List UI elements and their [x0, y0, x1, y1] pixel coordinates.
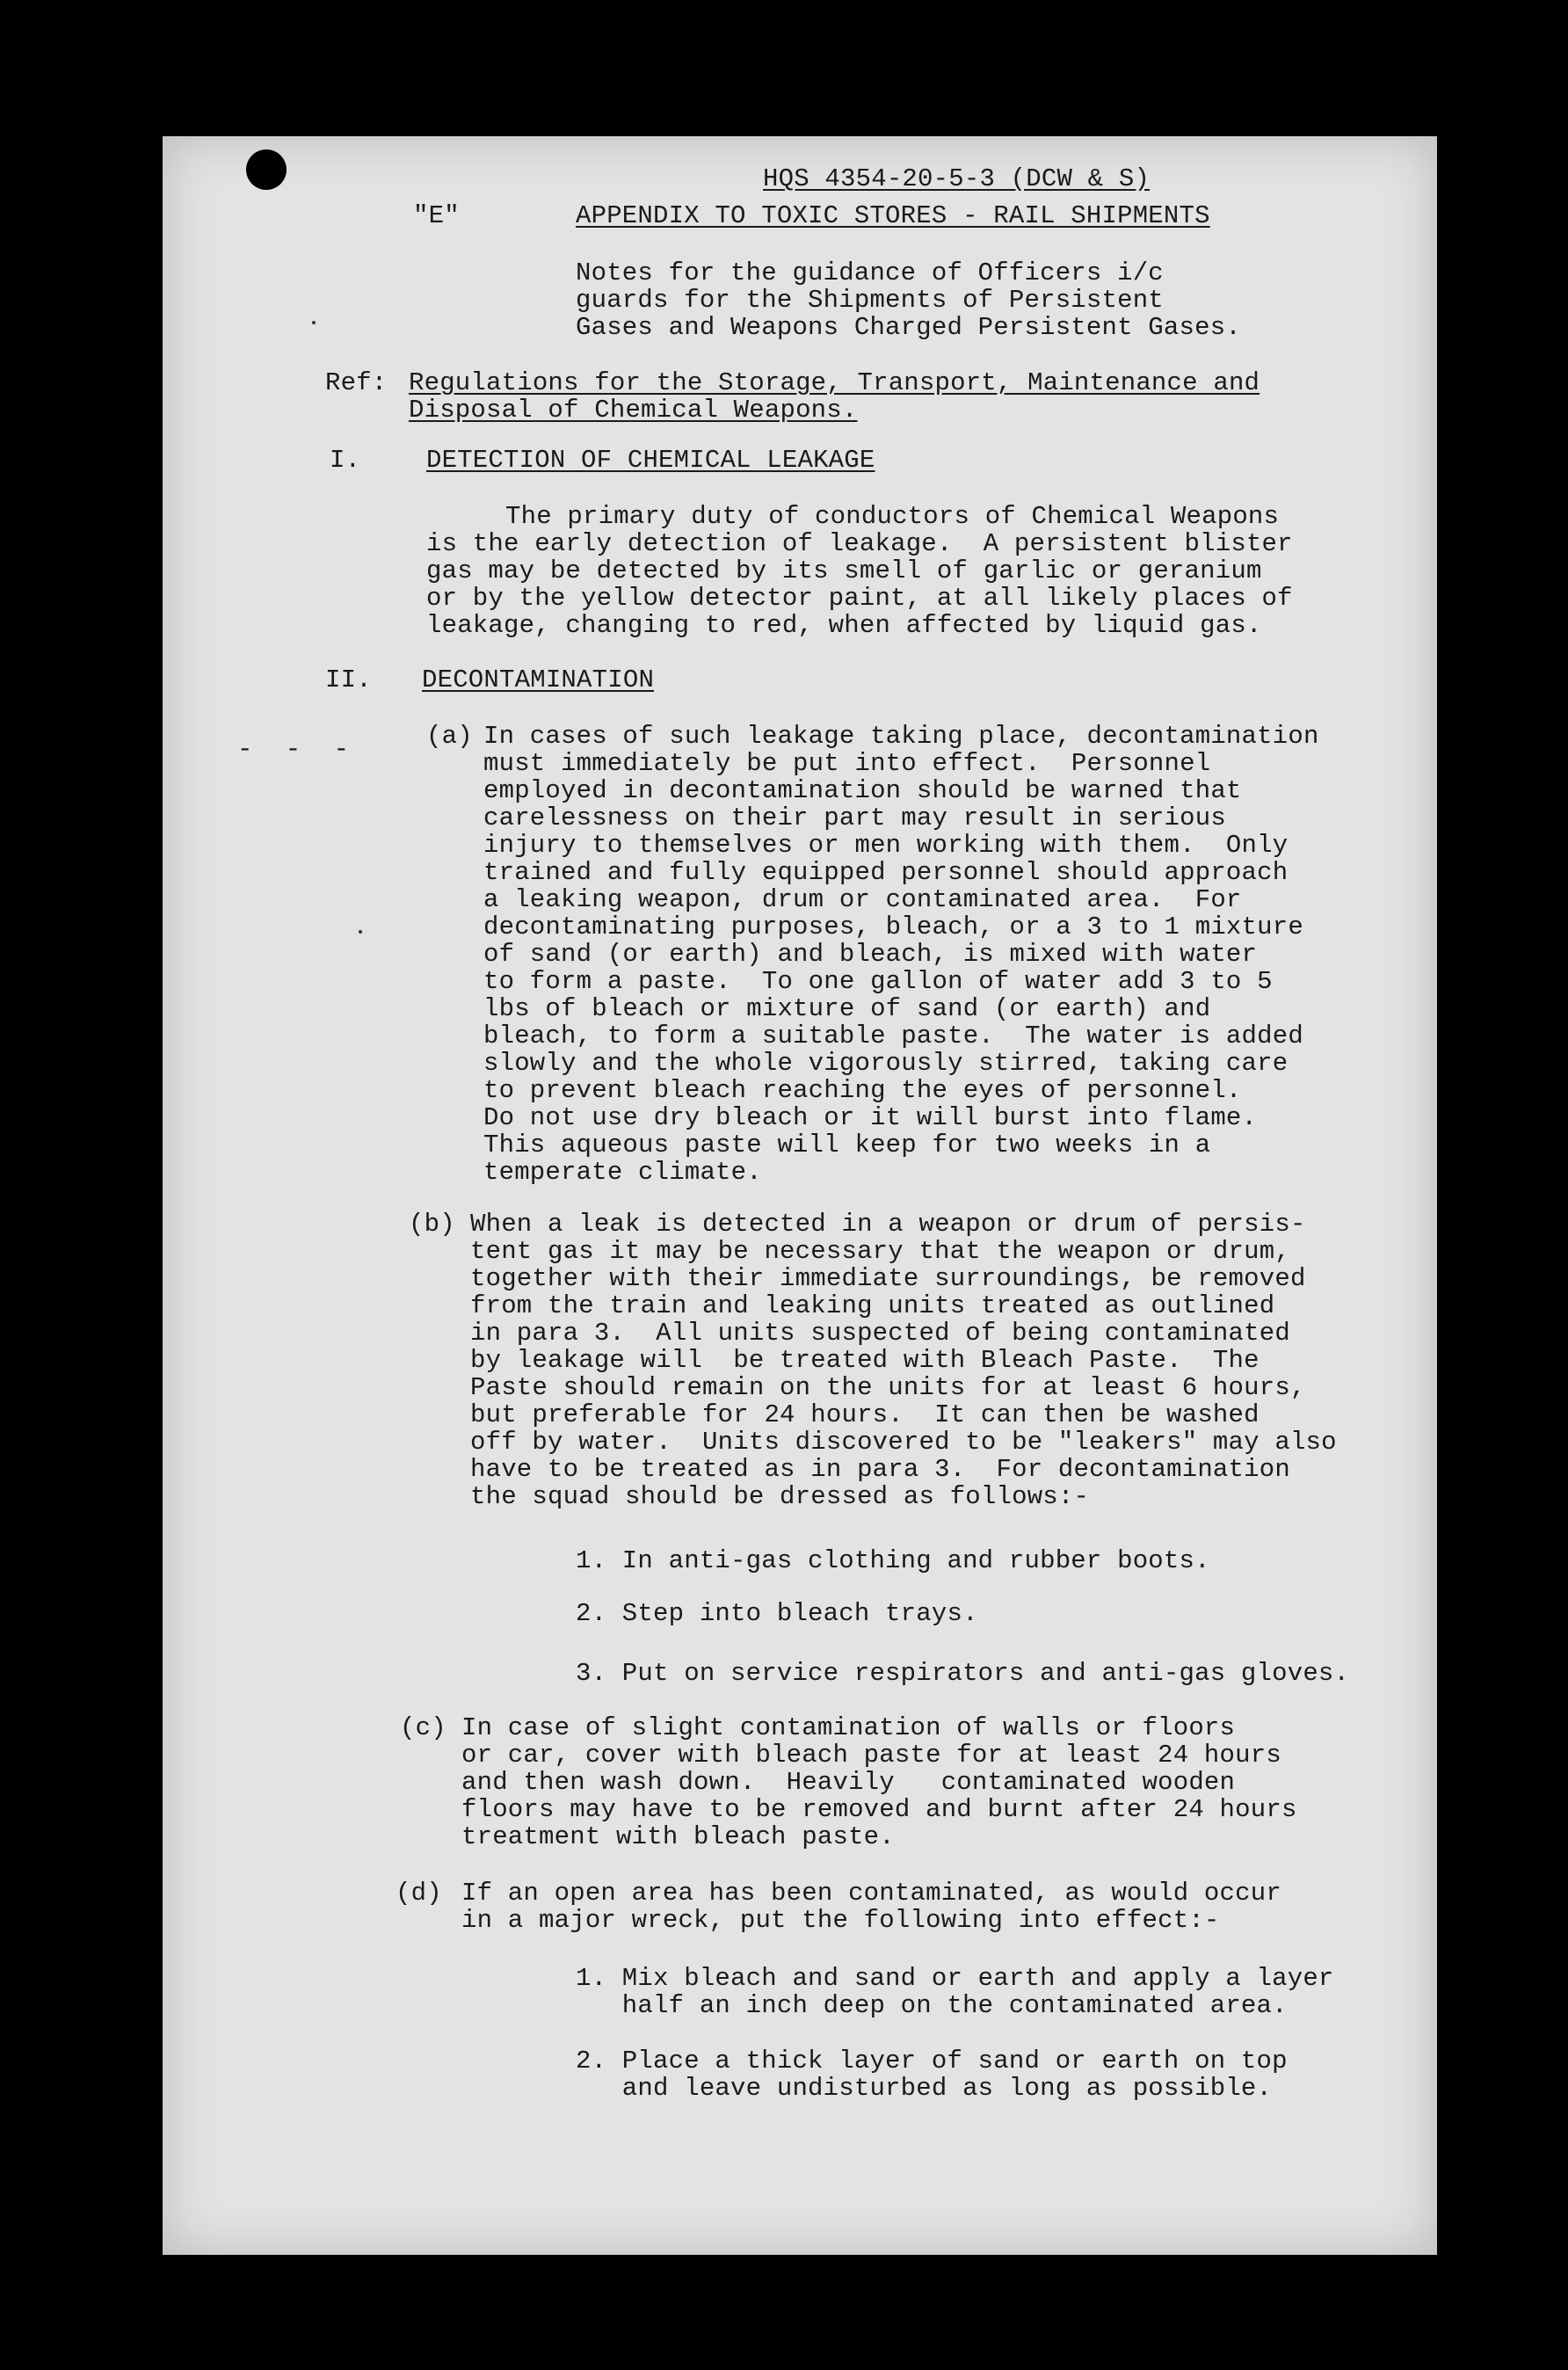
intro-line: Gases and Weapons Charged Persistent Gases. — [576, 313, 1241, 342]
file-reference: HQS 4354-20-5-3 (DCW & S) — [763, 164, 1151, 193]
punch-hole — [246, 149, 287, 190]
paragraph-line: In case of slight contamination of walls or floors — [461, 1713, 1236, 1742]
paragraph-line: trained and fully equipped personnel should approach — [483, 858, 1289, 887]
intro-line: Notes for the guidance of Officers i/c — [576, 258, 1164, 287]
section-numeral: I. — [330, 446, 361, 475]
paragraph-line: from the train and leaking units treated as outlined — [470, 1291, 1275, 1320]
paragraph-line: In cases of such leakage taking place, decontamination — [483, 722, 1319, 751]
paragraph-label: (b) — [409, 1210, 455, 1239]
ref-line: Regulations for the Storage, Transport, Maintenance and — [409, 368, 1260, 397]
paragraph-line: a leaking weapon, drum or contaminated area. For — [483, 885, 1242, 914]
paragraph-line: If an open area has been contaminated, as would occur — [461, 1879, 1281, 1908]
fold-line-dashes: - - - — [237, 735, 359, 764]
list-step: 1. Mix bleach and sand or earth and apply a layer — [576, 1964, 1334, 1993]
paragraph-line: leakage, changing to red, when affected by liquid gas. — [426, 611, 1262, 640]
list-step: 2. Step into bleach trays. — [576, 1599, 978, 1628]
paragraph-line: of sand (or earth) and bleach, is mixed with water — [483, 940, 1258, 969]
paragraph-line: The primary duty of conductors of Chemical Weapons — [505, 502, 1280, 531]
list-step: 3. Put on service respirators and anti-gas gloves. — [576, 1659, 1350, 1688]
list-step: 2. Place a thick layer of sand or earth on top — [576, 2046, 1288, 2076]
dust-speck — [359, 930, 362, 934]
paragraph-line: have to be treated as in para 3. For decontamination — [470, 1455, 1290, 1484]
appendix-letter: "E" — [413, 201, 460, 230]
paragraph-line: temperate climate. — [483, 1158, 762, 1187]
section-heading: DETECTION OF CHEMICAL LEAKAGE — [426, 446, 875, 475]
intro-line: guards for the Shipments of Persistent — [576, 286, 1164, 315]
appendix-title: APPENDIX TO TOXIC STORES - RAIL SHIPMENTS — [576, 201, 1210, 230]
paragraph-line: decontaminating purposes, bleach, or a 3 to 1 mixture — [483, 912, 1303, 941]
paragraph-line: but preferable for 24 hours. It can then be washed — [470, 1400, 1259, 1429]
paragraph-line: and then wash down. Heavily contaminated wooden — [461, 1768, 1236, 1797]
paragraph-line: by leakage will be treated with Bleach Paste. The — [470, 1346, 1259, 1375]
paragraph-line: Paste should remain on the units for at least 6 hours, — [470, 1373, 1306, 1402]
paragraph-line: lbs of bleach or mixture of sand (or earth) and — [483, 994, 1211, 1023]
paragraph-line: is the early detection of leakage. A persistent blister — [426, 529, 1293, 558]
paragraph-line: together with their immediate surroundings, be removed — [470, 1264, 1306, 1293]
paragraph-line: to prevent bleach reaching the eyes of personnel. — [483, 1076, 1242, 1105]
paragraph-label: (c) — [400, 1713, 446, 1742]
paragraph-line: in para 3. All units suspected of being contaminated — [470, 1319, 1290, 1348]
list-step: 1. In anti-gas clothing and rubber boots. — [576, 1546, 1210, 1575]
ref-label: Ref: — [325, 368, 388, 397]
paragraph-line: must immediately be put into effect. Personnel — [483, 749, 1211, 778]
paragraph-line: or by the yellow detector paint, at all likely places of — [426, 584, 1293, 613]
paragraph-line: When a leak is detected in a weapon or drum of persis- — [470, 1210, 1306, 1239]
paragraph-line: gas may be detected by its smell of garlic or geranium — [426, 556, 1262, 585]
paragraph-line: or car, cover with bleach paste for at least 24 hours — [461, 1741, 1281, 1770]
paragraph-line: carelessness on their part may result in serious — [483, 803, 1226, 832]
ref-line: Disposal of Chemical Weapons. — [409, 396, 858, 425]
paragraph-label: (d) — [396, 1879, 442, 1908]
paragraph-line: to form a paste. To one gallon of water add 3 to 5 — [483, 967, 1273, 996]
section-numeral: II. — [325, 665, 372, 694]
paragraph-line: bleach, to form a suitable paste. The water is added — [483, 1021, 1303, 1051]
section-heading: DECONTAMINATION — [422, 665, 655, 694]
dust-speck — [312, 321, 316, 324]
paragraph-line: treatment with bleach paste. — [461, 1822, 895, 1851]
list-step: half an inch deep on the contaminated area. — [576, 1991, 1288, 2020]
paragraph-line: employed in decontamination should be warned that — [483, 776, 1242, 805]
paragraph-line: slowly and the whole vigorously stirred, taking care — [483, 1049, 1289, 1078]
paragraph-line: injury to themselves or men working with them. Only — [483, 831, 1289, 860]
paragraph-line: off by water. Units discovered to be "leakers" may also — [470, 1428, 1337, 1457]
paragraph-line: floors may have to be removed and burnt after 24 hours — [461, 1795, 1297, 1824]
paragraph-line: Do not use dry bleach or it will burst into flame. — [483, 1103, 1258, 1132]
list-step: and leave undisturbed as long as possible. — [576, 2074, 1273, 2103]
paragraph-label: (a) — [426, 722, 473, 751]
paragraph-line: tent gas it may be necessary that the weapon or drum, — [470, 1237, 1290, 1266]
paragraph-line: in a major wreck, put the following into effect:- — [461, 1906, 1220, 1935]
paragraph-line: This aqueous paste will keep for two weeks in a — [483, 1130, 1211, 1160]
paragraph-line: the squad should be dressed as follows:- — [470, 1482, 1090, 1511]
